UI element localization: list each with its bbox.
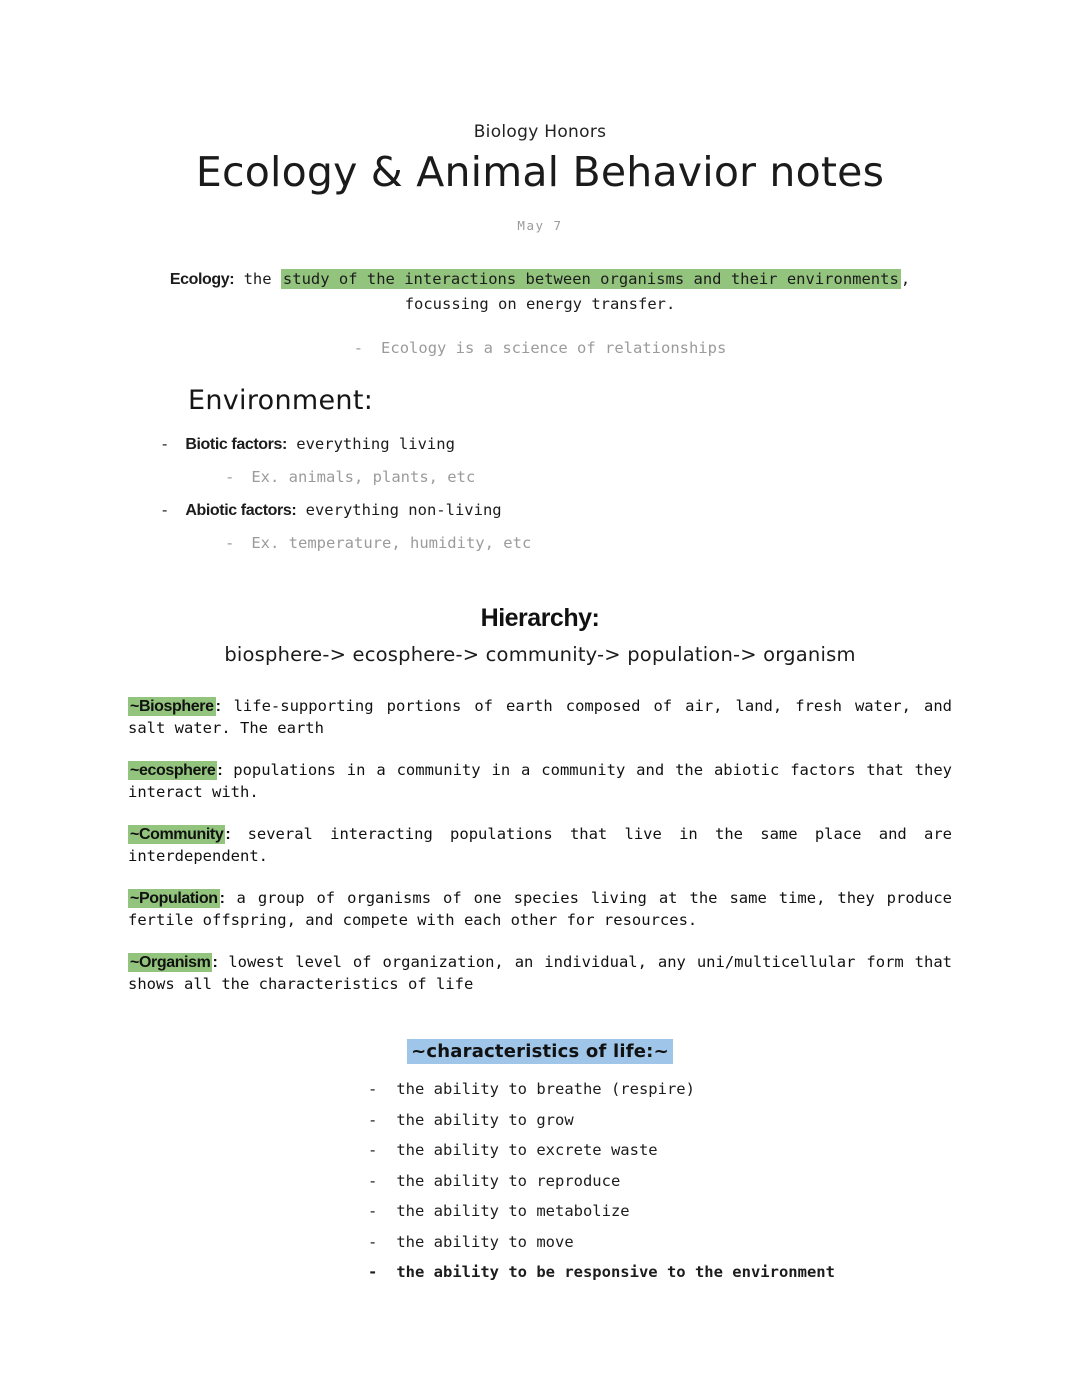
bullet-dash: - xyxy=(368,1141,378,1159)
population-term: ~Population xyxy=(130,890,218,907)
list-item-abiotic-example xyxy=(128,527,952,560)
biosphere-colon: : xyxy=(215,698,221,715)
ecology-note xyxy=(128,339,952,357)
biotic-example-text: Ex. animals, plants, etc xyxy=(251,468,476,486)
bullet-dash: - xyxy=(225,534,235,552)
community-definition-text: several interacting populations that live in the same place and are interdependent. xyxy=(128,825,952,865)
date-label: May 7 xyxy=(517,218,563,233)
biosphere-term: ~Biosphere xyxy=(130,698,214,715)
environment-heading: Environment: xyxy=(188,385,374,416)
biotic-content xyxy=(185,428,455,461)
list-item-abiotic xyxy=(128,494,952,527)
ecosphere-term: ~ecosphere xyxy=(130,762,216,779)
ecology-definition xyxy=(128,267,952,317)
list-item-ability xyxy=(368,1105,952,1136)
characteristics-list xyxy=(368,1074,952,1288)
ecology-pre-text: the xyxy=(243,270,272,288)
abiotic-content xyxy=(185,494,501,527)
ability-text: the ability to reproduce xyxy=(396,1171,621,1190)
abiotic-text: everything non-living xyxy=(305,501,502,519)
ability-text: the ability to excrete waste xyxy=(396,1141,658,1159)
bullet-dash: - xyxy=(368,1263,378,1281)
hierarchy-heading: Hierarchy: xyxy=(480,604,600,632)
ability-text: the ability to be responsive to the environment xyxy=(396,1263,835,1281)
definition-population xyxy=(128,888,952,931)
list-item-biotic-example xyxy=(128,461,952,494)
biotic-term: Biotic factors: xyxy=(185,436,287,453)
definition-community xyxy=(128,824,952,867)
definition-biosphere xyxy=(128,696,952,739)
community-colon: : xyxy=(225,826,231,843)
characteristics-heading-text: ~characteristics of life:~ xyxy=(407,1039,673,1064)
ecology-highlight: study of the interactions between organisms and their environments xyxy=(282,270,899,288)
ability-text: the ability to move xyxy=(396,1232,574,1251)
community-term: ~Community xyxy=(130,826,224,843)
list-item-ability xyxy=(368,1196,952,1227)
course-label: Biology Honors xyxy=(473,122,607,142)
definition-organism xyxy=(128,952,952,995)
list-item-biotic xyxy=(128,428,952,461)
list-item-ability xyxy=(368,1135,952,1166)
list-item-ability xyxy=(368,1257,952,1288)
ecosphere-colon: : xyxy=(217,762,223,779)
ecology-note-text: Ecology is a science of relationships xyxy=(381,339,727,357)
biosphere-definition-text: life-supporting portions of earth composed of air, land, fresh water, and salt water. The earth xyxy=(128,697,952,737)
hierarchy-chain: biosphere-> ecosphere-> community-> population-> organism xyxy=(224,643,856,666)
bullet-dash: - xyxy=(225,468,235,486)
abiotic-term: Abiotic factors: xyxy=(185,502,297,519)
population-colon: : xyxy=(219,890,225,907)
ecosphere-definition-text: populations in a community in a community and the abiotic factors that they interact with. xyxy=(128,761,952,801)
bullet-dash: - xyxy=(368,1171,378,1190)
organism-colon: : xyxy=(212,954,218,971)
bullet-dash: - xyxy=(160,501,170,519)
list-item-ability xyxy=(368,1227,952,1258)
bullet-dash: - xyxy=(368,1110,378,1129)
ability-text: the ability to grow xyxy=(396,1110,574,1129)
page-title: Ecology & Animal Behavior notes xyxy=(195,148,885,196)
hierarchy-definitions xyxy=(128,696,952,995)
abiotic-example-text: Ex. temperature, humidity, etc xyxy=(251,534,532,552)
characteristics-heading xyxy=(128,1041,952,1062)
bullet-dash: - xyxy=(368,1202,378,1220)
ecology-term: Ecology: xyxy=(169,271,235,288)
definition-ecosphere xyxy=(128,760,952,803)
bullet-dash: - xyxy=(368,1080,378,1098)
ecology-post-text: , xyxy=(900,270,911,288)
organism-term: ~Organism xyxy=(130,954,211,971)
ecology-line2: focussing on energy transfer. xyxy=(404,295,676,313)
bullet-dash: - xyxy=(353,339,364,357)
biotic-text: everything living xyxy=(296,435,455,453)
bullet-dash: - xyxy=(160,435,170,453)
bullet-dash: - xyxy=(368,1232,378,1251)
environment-list xyxy=(128,428,952,560)
organism-definition-text: lowest level of organization, an individual, any uni/multicellular form that shows all the characteristics of life xyxy=(128,953,953,993)
ability-text: the ability to metabolize xyxy=(396,1202,630,1220)
list-item-ability xyxy=(368,1074,952,1105)
population-definition-text: a group of organisms of one species living at the same time, they produce fertile offspring, and compete with each other for resources. xyxy=(128,889,952,929)
ability-text: the ability to breathe (respire) xyxy=(396,1080,695,1098)
list-item-ability xyxy=(368,1166,952,1197)
